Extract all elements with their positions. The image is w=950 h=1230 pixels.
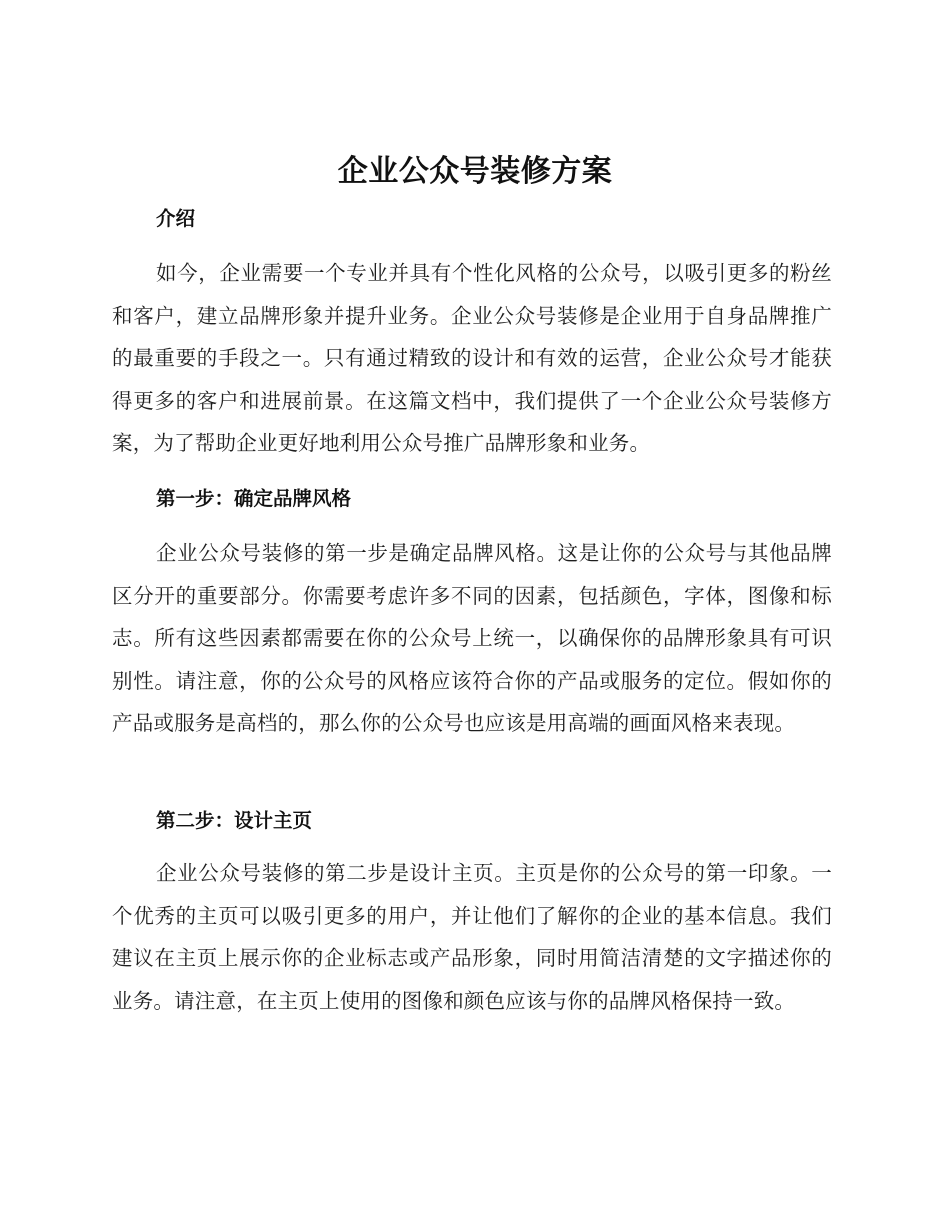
section-body-step-2: 企业公众号装修的第二步是设计主页。主页是你的公众号的第一印象。一个优秀的主页可以吸引更多的用户，并让他们了解你的企业的基本信息。我们建议在主页上展示你的企业标志或产品形象，同时用简洁清楚的文字描述你的业务。请注意，在主页上使用的图像和颜色应该与你的品牌风格保持一致。: [112, 861, 832, 1013]
section-heading-step-1: 第一步：确定品牌风格: [156, 487, 352, 510]
section-heading-intro: 介绍: [156, 207, 196, 230]
document-title: 企业公众号装修方案: [337, 154, 613, 189]
section-body-step-1: 企业公众号装修的第一步是确定品牌风格。这是让你的公众号与其他品牌区分开的重要部分。你需要考虑许多不同的因素，包括颜色，字体，图像和标志。所有这些因素都需要在你的公众号上统一，以确保你的品牌形象具有可识别性。请注意，你的公众号的风格应该符合你的产品或服务的定位。假如你的产品或服务是高档的，那么你的公众号也应该是用高端的画面风格来表现。: [112, 541, 832, 735]
section-heading-step-2: 第二步：设计主页: [156, 809, 313, 832]
section-body-intro: 如今，企业需要一个专业并具有个性化风格的公众号，以吸引更多的粉丝和客户，建立品牌形象并提升业务。企业公众号装修是企业用于自身品牌推广的最重要的手段之一。只有通过精致的设计和有效的运营，企业公众号才能获得更多的客户和进展前景。在这篇文档中，我们提供了一个企业公众号装修方案，为了帮助企业更好地利用公众号推广品牌形象和业务。: [112, 261, 832, 455]
